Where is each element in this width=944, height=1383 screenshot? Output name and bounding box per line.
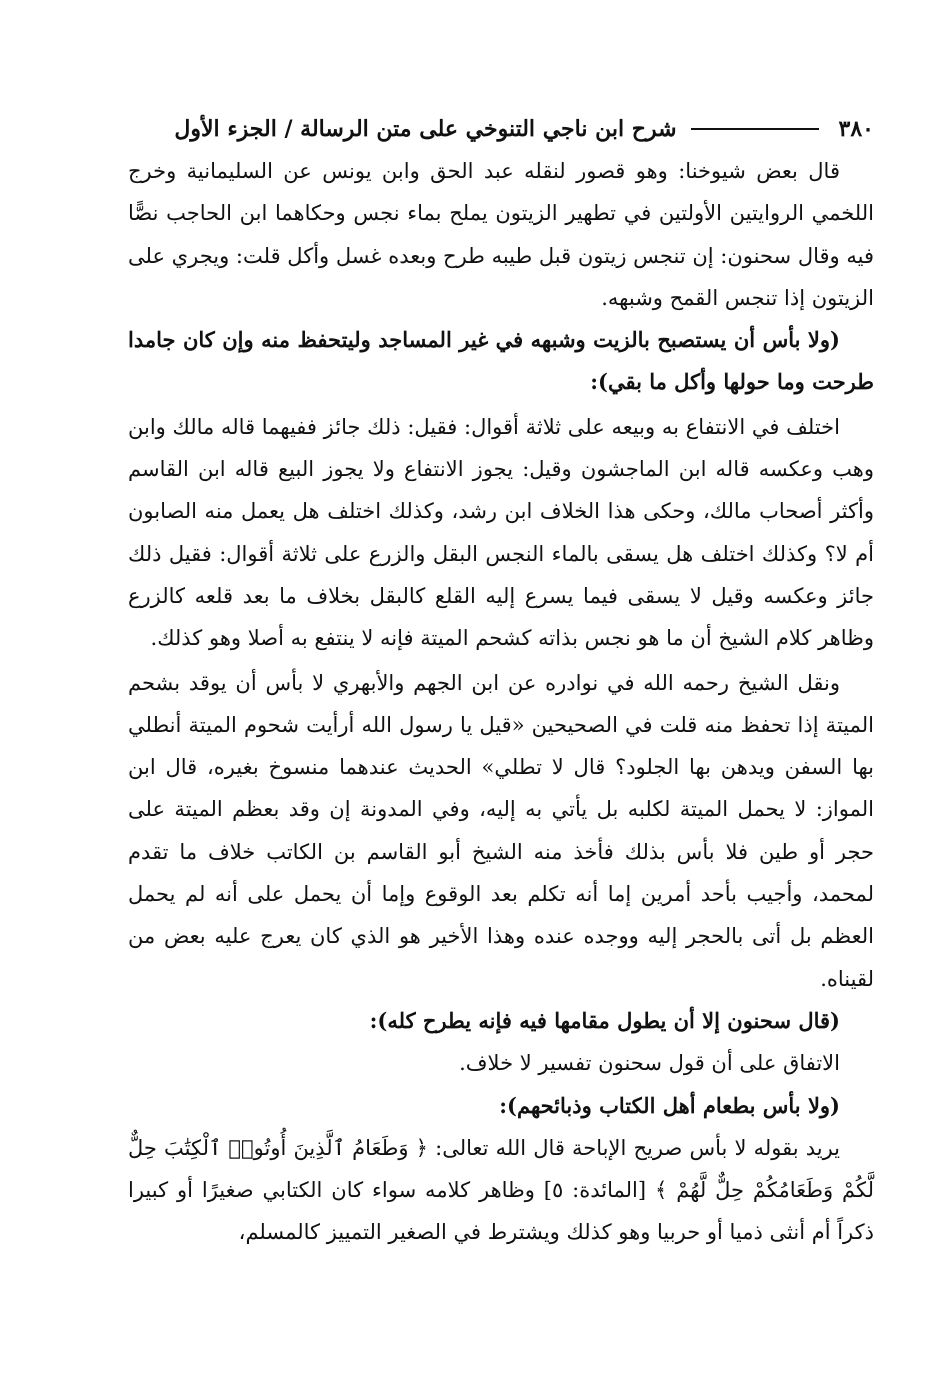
paragraph: يريد بقوله لا بأس صريح الإباحة قال الله تعالى: ﴿ وَطَعَامُ ٱلَّذِينَ أُوتُوا۟ ٱلْكِتَٰبَ حِلٌّ لَّكُمْ وَطَعَامُكُمْ حِلٌّ لَّهُمْ ﴾ [المائدة: ٥] وظاهر كلامه سواء كان الكتابي صغيرًا أو كبيرا ذكراً أم أنثى ذميا أو حربيا وهو كذلك ويشترط في الصغير التمييز كالمسلم، (128, 1135, 874, 1245)
quoted-matn: (قال سحنون إلا أن يطول مقامها فيه فإنه يطرح كله): (369, 1007, 840, 1033)
paragraph: ونقل الشيخ رحمه الله في نوادره عن ابن الجهم والأبهري لا بأس أن يوقد بشحم الميتة إذا تحفظ منه قلت في الصحيحين «قيل يا رسول الله أرأيت شحوم الميتة أنطلي بها السفن ويدهن بها الجلود؟ قال لا تطلي» الحديث عندهما منسوخ بغيره، قال ابن المواز: لا يحمل الميتة لكلبه بل يأتي به إليه، وفي المدونة إن وقد بعظم الميتة على حجر أو طين فلا بأس بذلك فأخذ منه الشيخ أبو القاسم بن الكاتب خلاف ما تقدم لمحمد، وأجيب بأحد أمرين إما أنه تكلم بعد الوقوع وإما أن يحمل على أنه لم يحمل العظم بل أتى بالحجر إليه ووجده عنده وهذا الأخير هو الذي كان يعرج عليه بعض من لقيناه. (128, 670, 874, 991)
header-rule (691, 128, 819, 130)
paragraph: اختلف في الانتفاع به وبيعه على ثلاثة أقوال: فقيل: ذلك جائز ففيهما قاله مالك وابن وهب وعكسه قاله ابن الماجشون وقيل: يجوز الانتفاع ولا يجوز البيع قاله ابن القاسم وأكثر أصحاب مالك، وحكى هذا الخلاف ابن رشد، وكذلك اختلف هل يعمل منه الصابون أم لا؟ وكذلك اختلف هل يسقى بالماء النجس البقل والزرع على ثلاثة أقوال: فقيل ذلك جائز وعكسه وقيل لا يسقى فيما يسرع إليه القلع كالبقل بخلاف ما بعد قلعه كالزرع وظاهر كلام الشيخ أن ما هو نجس بذاته كشحم الميتة فإنه لا ينتفع به أصلا وهو كذلك. (128, 414, 875, 651)
quoted-matn: (ولا بأس بطعام أهل الكتاب وذبائحهم): (499, 1092, 840, 1118)
paragraph: الاتفاق على أن قول سحنون تفسير لا خلاف. (459, 1051, 840, 1076)
running-title: شرح ابن ناجي التنوخي على متن الرسالة / الجزء الأول (174, 116, 677, 142)
paragraph: قال بعض شيوخنا: وهو قصور لنقله عبد الحق وابن يونس عن السليمانية وخرج اللخمي الروايتين الأولتين في تطهير الزيتون يملح بماء نجس وحكاهما ابن الحاجب نصًّا فيه وقال سحنون: إن تنجس زيتون قبل طيبه طرح وبعده غسل وأكل قلت: ويجري على الزيتون إذا تنجس القمح وشبهه. (128, 159, 874, 310)
quoted-matn: (ولا بأس أن يستصبح بالزيت وشبهه في غير المساجد وليتحفظ منه وإن كان جامدا طرحت وما حولها وأكل ما بقي): (128, 327, 874, 395)
page-number: ٣٨٠ (838, 116, 874, 142)
page-header (128, 112, 874, 146)
page-body (128, 150, 874, 1254)
